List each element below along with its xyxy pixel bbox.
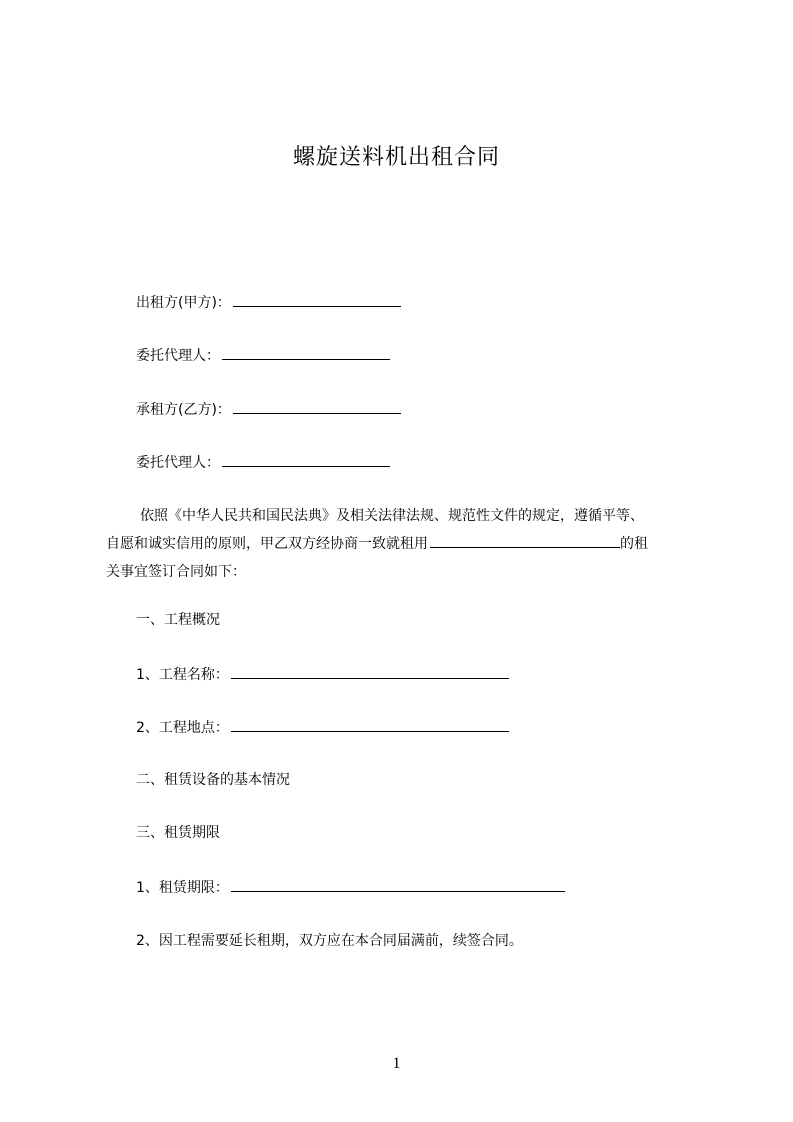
page-number: 1 [392, 1055, 401, 1072]
preamble-line-1: 依照《中华人民共和国民法典》及相关法律法规、规范性文件的规定，遵循平等、 [140, 508, 644, 524]
lessee-agent-label: 委托代理人： [136, 455, 220, 471]
lease-term-blank[interactable] [231, 877, 565, 892]
project-name-label: 1、工程名称： [136, 667, 229, 683]
project-name-line [136, 664, 509, 685]
lessee-agent-line [136, 452, 390, 473]
project-location-line [136, 717, 509, 738]
preamble-line-2-end: 的租 [620, 536, 648, 552]
project-location-blank[interactable] [231, 717, 509, 732]
lessor-label: 出租方(甲方)： [136, 295, 231, 311]
preamble-paragraph [106, 502, 718, 586]
preamble-line-2 [106, 530, 718, 558]
project-name-blank[interactable] [231, 664, 509, 679]
lessee-line [136, 399, 401, 420]
lessor-blank[interactable] [233, 292, 401, 307]
lease-term-line [136, 877, 565, 898]
section-2-heading: 二、租赁设备的基本情况 [136, 772, 290, 788]
lease-extension-clause: 2、因工程需要延长租期，双方应在本合同届满前，续签合同。 [136, 933, 523, 949]
project-location-label: 2、工程地点： [136, 720, 229, 736]
lessor-line [136, 292, 401, 313]
lessor-agent-line [136, 345, 390, 366]
lessee-blank[interactable] [233, 399, 401, 414]
equipment-blank[interactable] [430, 533, 620, 548]
lessee-label: 承租方(乙方)： [136, 402, 231, 418]
lease-term-label: 1、租赁期限： [136, 880, 229, 896]
preamble-line-2-start: 自愿和诚实信用的原则，甲乙双方经协商一致就租用 [106, 536, 428, 552]
lessee-agent-blank[interactable] [222, 452, 390, 467]
preamble-line-3: 关事宜签订合同如下： [106, 564, 246, 580]
lessor-agent-blank[interactable] [222, 345, 390, 360]
section-1-heading: 一、工程概况 [136, 612, 220, 628]
section-3-heading: 三、租赁期限 [136, 825, 220, 841]
document-title: 螺旋送料机出租合同 [292, 145, 500, 170]
lessor-agent-label: 委托代理人： [136, 348, 220, 364]
